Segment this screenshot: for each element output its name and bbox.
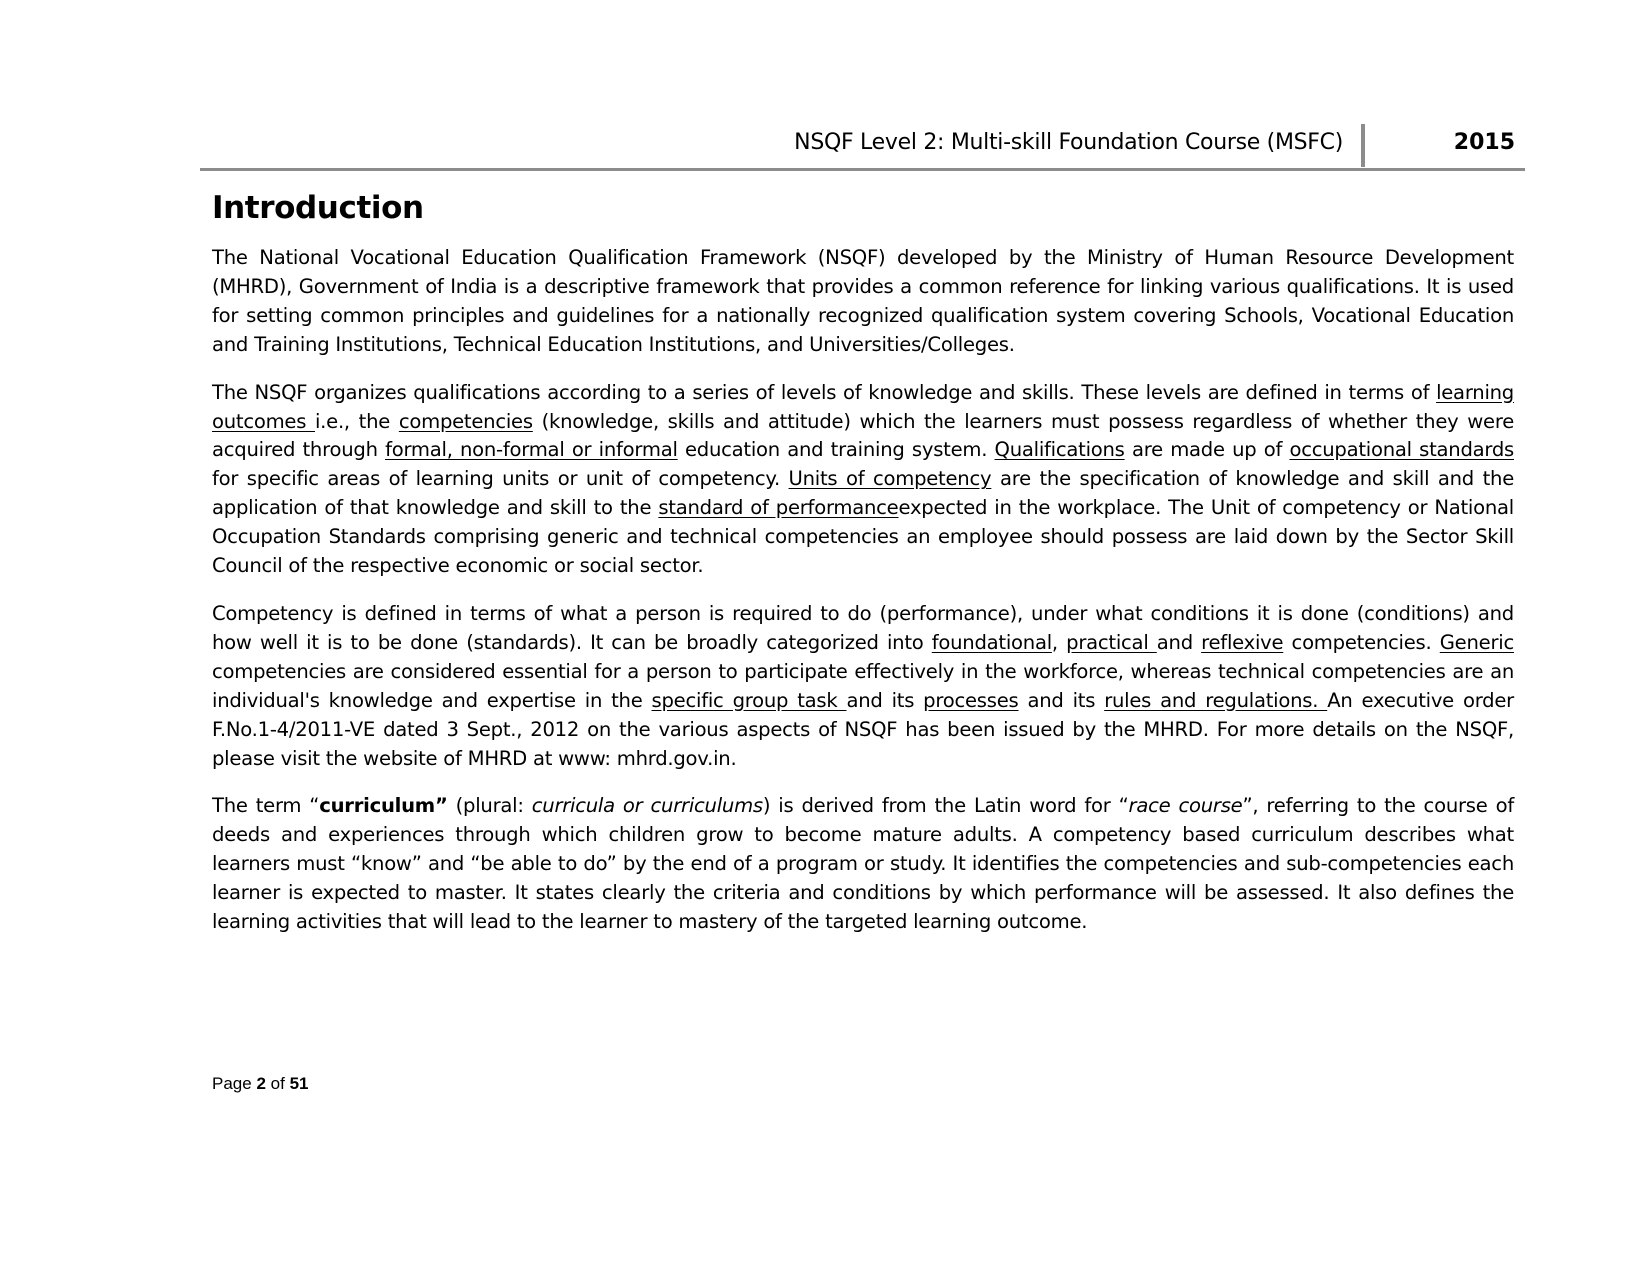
text-run: are the specification of knowledge and skill and the application of that knowledge and skill to the xyxy=(212,467,1514,520)
text-run: and its xyxy=(846,688,924,712)
text-run: for specific areas of learning units or unit of competency. xyxy=(212,467,789,491)
page-header xyxy=(200,124,1525,171)
term-qualifications: Qualifications xyxy=(994,438,1125,462)
text-run: are made up of xyxy=(1124,438,1290,462)
header-year: 2015 xyxy=(1453,130,1515,155)
term-reflexive: reflexive xyxy=(1201,630,1284,654)
text-run: and its xyxy=(1018,688,1105,712)
term-formal-nonformal-informal: formal, non-formal or informal xyxy=(385,438,678,462)
term-units-of-competency: Units of competency xyxy=(788,467,992,491)
text-run: and xyxy=(1156,630,1202,654)
text-run: (plural: xyxy=(447,794,532,818)
text-run: ) is derived from the Latin word for “ xyxy=(762,794,1129,818)
text-run: i.e., the xyxy=(314,409,399,433)
footer-page-total: 51 xyxy=(289,1074,309,1093)
term-practical: practical xyxy=(1066,630,1157,654)
term-occupational-standards: occupational standards xyxy=(1289,438,1515,462)
paragraph-nsqf-organization xyxy=(212,379,1514,581)
header-title: NSQF Level 2: Multi-skill Foundation Course (MSFC) xyxy=(794,130,1343,155)
text-run: , xyxy=(1051,630,1067,654)
text-run: The term “ xyxy=(212,794,320,818)
term-processes: processes xyxy=(923,688,1019,712)
footer-page-word: Page xyxy=(212,1074,252,1093)
header-divider xyxy=(1361,124,1365,167)
footer-page-number: 2 xyxy=(256,1074,266,1093)
term-learning-outcomes: learning outcomes xyxy=(212,380,1514,433)
term-competencies: competencies xyxy=(398,409,533,433)
paragraph-nsqf-definition: The National Vocational Education Qualification Framework (NSQF) developed by the Ministry of Human Resource Development (MHRD), Government of India is a descriptive framework that provides a common reference for linking various qualifications. It is used for setting common principles and guidelines for a nationally recognized qualification system covering Schools, Vocational Education and Training Institutions, Technical Education Institutions, and Universities/Colleges. xyxy=(212,246,1514,356)
section-heading: Introduction xyxy=(212,190,424,226)
term-rules-and-regulations: rules and regulations. xyxy=(1104,688,1328,712)
paragraph-curriculum-definition xyxy=(212,792,1514,937)
page-footer xyxy=(212,1074,308,1094)
term-standard-of-performance: standard of performance xyxy=(658,496,899,520)
text-run: The NSQF organizes qualifications according to a series of levels of knowledge and skills. These levels are defined in terms of xyxy=(212,380,1437,404)
term-race-course: race course xyxy=(1128,794,1243,818)
page-content xyxy=(212,190,1514,956)
term-foundational: foundational xyxy=(931,630,1052,654)
text-run: education and training system. xyxy=(677,438,995,462)
term-curriculum: curriculum” xyxy=(319,794,448,818)
text-run: Competency is defined in terms of what a person is required to do (performance), under what conditions it is done (conditions) and how well it is to be done (standards). It can be broadly categorized into xyxy=(212,601,1514,654)
paragraph-competency-definition xyxy=(212,600,1514,773)
text-run: ”, referring to the course of deeds and experiences through which children grow to become mature adults. A competency based curriculum describes what learners must “know” and “be able to do” by the end of a program or study. It identifies the competencies and sub-competencies each learner is expected to master. It states clearly the criteria and conditions by which performance will be assessed. It also defines the learning activities that will lead to the learner to mastery of the targeted learning outcome. xyxy=(212,794,1514,934)
text-run: competencies are considered essential for a person to participate effectively in the workforce, whereas technical competencies are an individual's knowledge and expertise in the xyxy=(212,659,1514,712)
text-run: expected in the workplace. The Unit of competency or National Occupation Standards comprising generic and technical competencies an employee should possess are laid down by the Sector Skill Council of the respective economic or social sector. xyxy=(212,496,1514,578)
term-specific-group-task: specific group task xyxy=(651,688,847,712)
text-run: competencies. xyxy=(1283,630,1440,654)
footer-of-word: of xyxy=(270,1074,285,1093)
term-generic: Generic xyxy=(1439,630,1514,654)
text-run: (knowledge, skills and attitude) which the learners must possess regardless of whether they were acquired through xyxy=(212,409,1515,462)
text-run: An executive order F.No.1-4/2011-VE dated 3 Sept., 2012 on the various aspects of NSQF has been issued by the MHRD. For more details on the NSQF, please visit the website of MHRD at www: mhrd.gov.in. xyxy=(212,688,1514,770)
term-curricula: curricula or curriculums xyxy=(531,794,763,818)
